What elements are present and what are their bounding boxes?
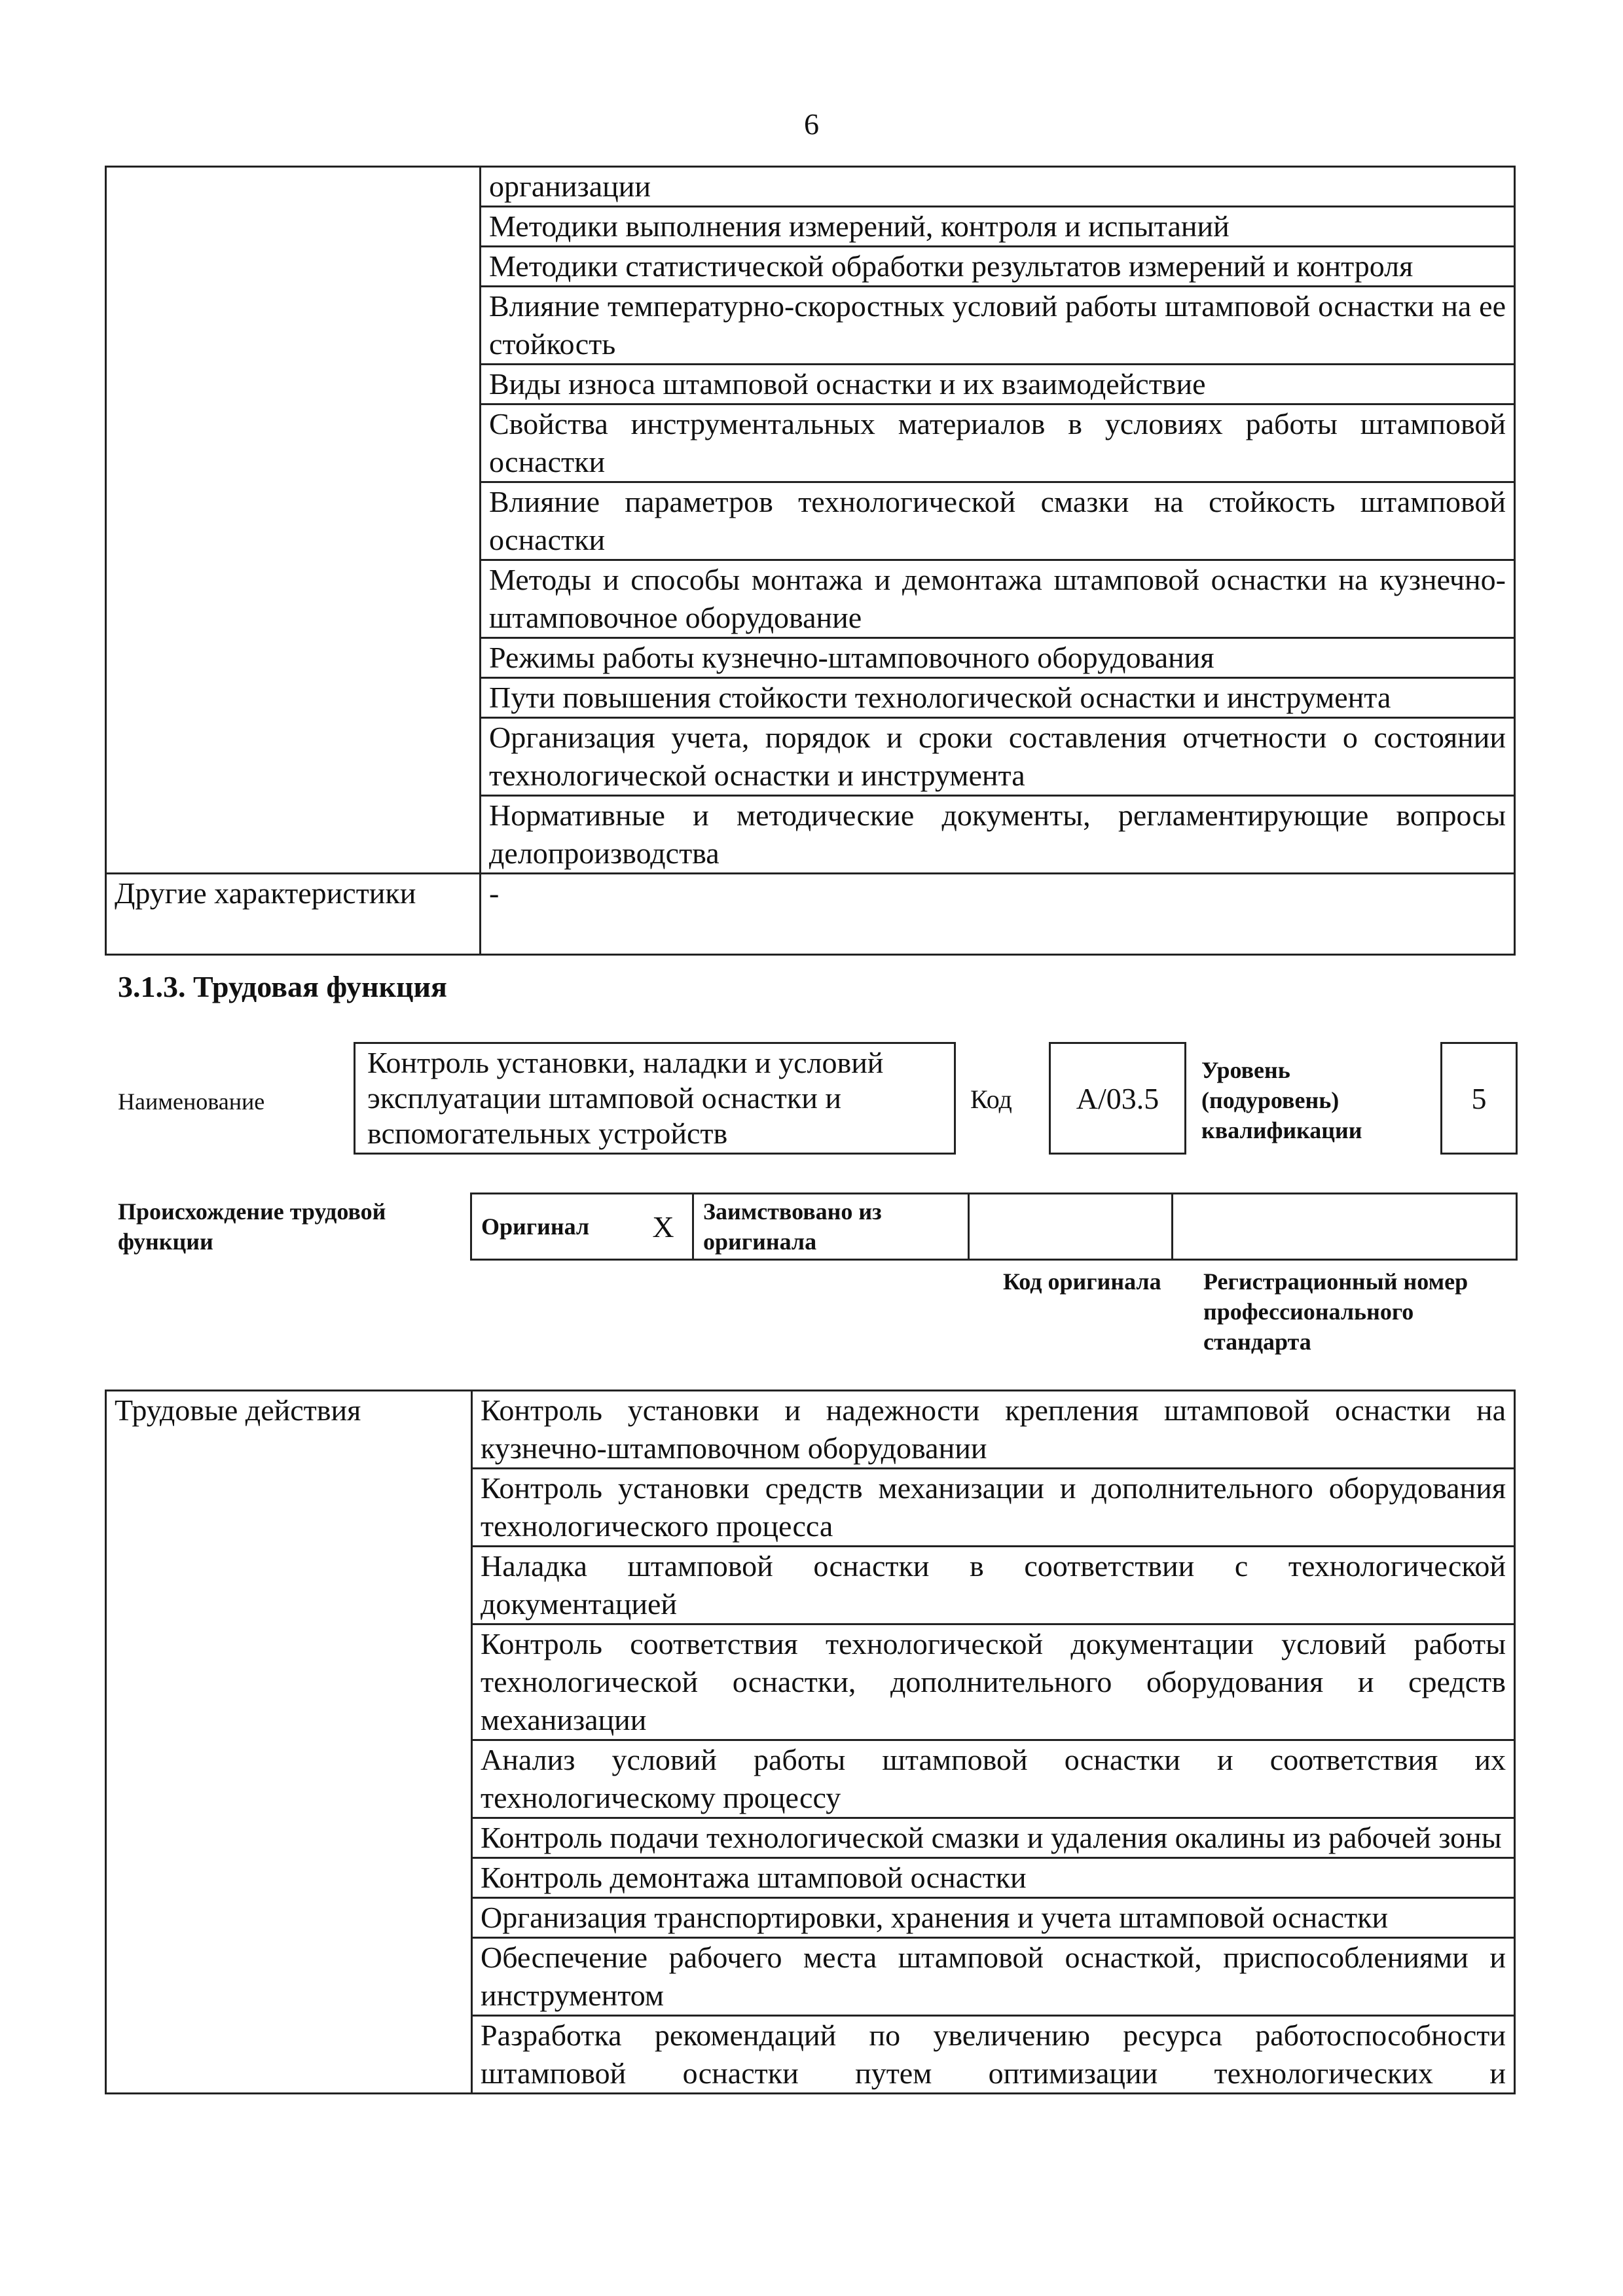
table-cell: Организация транспортировки, хранения и учета штамповой оснастки (472, 1898, 1515, 1938)
table-cell: Режимы работы кузнечно-штамповочного оборудования (481, 638, 1515, 678)
table-cell: организации (481, 167, 1515, 207)
original-label: Оригинал (471, 1194, 635, 1260)
table-cell: Контроль подачи технологической смазки и удаления окалины из рабочей зоны (472, 1818, 1515, 1858)
table-cell: Влияние температурно-скоростных условий работы штамповой оснастки на ее стойкость (481, 287, 1515, 365)
table-cell: Разработка рекомендаций по увеличению ресурса работоспособности штамповой оснастки путем оптимизации технологических и (472, 2016, 1515, 2094)
code-box (1049, 1042, 1186, 1155)
table-cell: Нормативные и методические документы, регламентирующие вопросы делопроизводства (481, 796, 1515, 874)
level-box (1440, 1042, 1518, 1155)
reg-caption-line: профессионального (1203, 1299, 1414, 1325)
table-cell: Организация учета, порядок и сроки составления отчетности о состоянии технологической оснастки и инструмента (481, 718, 1515, 796)
table-row (106, 874, 1515, 955)
table-cell: Наладка штамповой оснастки в соответствии с технологической документацией (472, 1547, 1515, 1624)
actions-table (105, 1390, 1516, 2094)
original-mark: X (634, 1194, 693, 1260)
table-cell: Свойства инструментальных материалов в условиях работы штамповой оснастки (481, 404, 1515, 482)
table-row (471, 1194, 1517, 1260)
table-cell: Влияние параметров технологической смазки на стойкость штамповой оснастки (481, 482, 1515, 560)
page-number: 6 (804, 107, 819, 141)
knowledge-table (105, 166, 1516, 956)
reg-number-cell (1173, 1194, 1517, 1260)
borrowed-label-line: Заимствовано из (703, 1198, 882, 1225)
origin-label-line: Происхождение трудовой (118, 1198, 386, 1225)
original-code-caption: Код оригинала (1003, 1268, 1161, 1295)
name-label: Наименование (118, 1088, 265, 1115)
table-cell: Контроль установки средств механизации и дополнительного оборудования технологического процесса (472, 1469, 1515, 1547)
borrowed-label (693, 1194, 969, 1260)
table-cell: Обеспечение рабочего места штамповой оснасткой, приспособлениями и инструментом (472, 1938, 1515, 2016)
other-characteristics-value: - (481, 874, 1515, 955)
origin-label (118, 1196, 386, 1257)
table-cell: Методы и способы монтажа и демонтажа штамповой оснастки на кузнечно-штамповочное оборудование (481, 560, 1515, 638)
reg-caption-line: стандарта (1203, 1329, 1311, 1355)
function-name-box (354, 1042, 956, 1155)
reg-caption-line: Регистрационный номер (1203, 1268, 1468, 1295)
level-label-line: Уровень (1201, 1057, 1290, 1083)
level-value: 5 (1471, 1081, 1487, 1115)
table-cell: Контроль демонтажа штамповой оснастки (472, 1858, 1515, 1898)
table-cell: Контроль установки и надежности крепления штамповой оснастки на кузнечно-штамповочном оборудовании (472, 1391, 1515, 1469)
level-label-line: (подуровень) (1201, 1087, 1340, 1113)
table-row (106, 167, 1515, 207)
table-cell: Методики выполнения измерений, контроля и испытаний (481, 207, 1515, 247)
empty-label-cell (106, 167, 481, 874)
table-cell: Анализ условий работы штамповой оснастки и соответствия их технологическому процессу (472, 1740, 1515, 1818)
table-cell: Контроль соответствия технологической документации условий работы технологической оснастки, дополнительного оборудования и средств механизации (472, 1624, 1515, 1740)
table-row (106, 1391, 1515, 1469)
origin-label-line: функции (118, 1229, 213, 1255)
origin-table (470, 1193, 1518, 1261)
borrowed-label-line: оригинала (703, 1229, 817, 1255)
actions-label: Трудовые действия (106, 1391, 472, 2094)
section-title: 3.1.3. Трудовая функция (118, 970, 447, 1003)
reg-number-caption (1203, 1266, 1468, 1357)
table-cell: Виды износа штамповой оснастки и их взаимодействие (481, 365, 1515, 404)
level-label (1201, 1055, 1362, 1145)
table-cell: Пути повышения стойкости технологической оснастки и инструмента (481, 678, 1515, 718)
code-value: A/03.5 (1076, 1081, 1159, 1115)
function-name: Контроль установки, наладки и условий эксплуатации штамповой оснастки и вспомогательных устройств (367, 1046, 884, 1150)
code-label: Код (970, 1085, 1012, 1114)
level-label-line: квалификации (1201, 1117, 1362, 1143)
other-characteristics-label: Другие характеристики (106, 874, 481, 955)
original-code-cell (969, 1194, 1173, 1260)
table-cell: Методики статистической обработки результатов измерений и контроля (481, 247, 1515, 287)
